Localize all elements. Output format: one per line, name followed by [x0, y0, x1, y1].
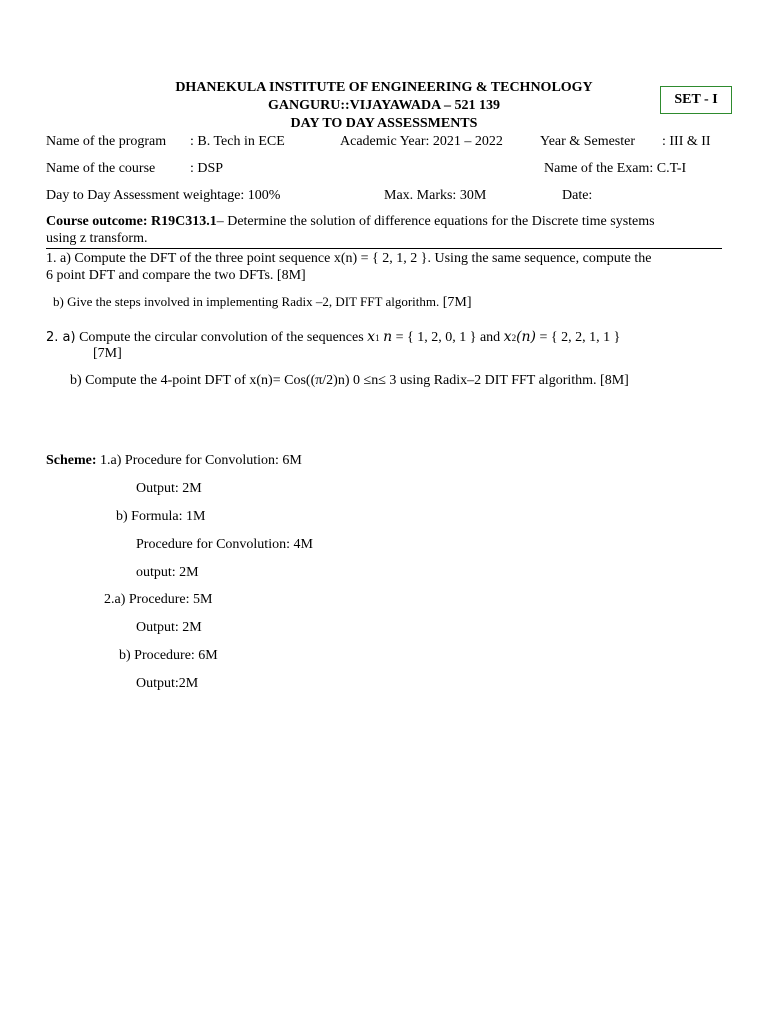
sequence-x1-values: = { 1, 2, 0, 1 } and [395, 330, 501, 345]
course-value: : DSP [190, 161, 224, 176]
question-2b: b) Compute the 4-point DFT of x(n)= Cos((π/2)n) 0 ≤n≤ 3 using Radix–2 DIT FFT algorithm. [8M] [70, 373, 629, 388]
course-outcome-label: Course outcome [46, 214, 143, 229]
year-semester-label: Year & Semester [540, 134, 636, 149]
institute-address: GANGURU::VIJAYAWADA – 521 139 [268, 98, 500, 113]
question-1b-text: b) Give the steps involved in implementing Radix –2, DIT FFT algorithm. [53, 294, 440, 309]
sequence-x2-subscript: 2 [511, 333, 517, 343]
scheme-2a-procedure: 2.a) Procedure: 5M [104, 592, 213, 607]
question-2a-marks: [7M] [93, 346, 122, 361]
assessment-weightage: Day to Day Assessment weightage: 100% [46, 188, 281, 203]
question-2a-prefix: 2. a) [46, 330, 76, 345]
assessment-title: DAY TO DAY ASSESSMENTS [290, 116, 478, 131]
course-label: Name of the course [46, 161, 156, 176]
question-1a-line2: 6 point DFT and compare the two DFTs. [8M] [46, 268, 306, 283]
institute-name: DHANEKULA INSTITUTE OF ENGINEERING & TECHNOLOGY [175, 80, 593, 95]
course-outcome: Course outcome: R19C313.1– Determine the solution of difference equations for the Discrete time systems [46, 214, 655, 229]
scheme-2a-output: Output: 2M [136, 620, 202, 635]
scheme-1b-convolution: Procedure for Convolution: 4M [136, 537, 313, 552]
academic-year: Academic Year: 2021 – 2022 [340, 134, 503, 149]
divider [46, 248, 722, 249]
question-2a-text: Compute the circular convolution of the sequences [79, 330, 364, 345]
date-label: Date: [562, 188, 593, 203]
sequence-x1-symbol: x [367, 329, 376, 345]
max-marks: Max. Marks: 30M [384, 188, 487, 203]
question-1b-marks: [7M] [442, 295, 472, 310]
sequence-x1-index: n [383, 329, 393, 345]
scheme-line-1 [46, 453, 302, 469]
scheme-1a-output: Output: 2M [136, 481, 202, 496]
scheme-2b-procedure: b) Procedure: 6M [119, 648, 218, 663]
course-outcome-code: R19C313.1 [150, 214, 217, 229]
question-1b [53, 294, 472, 311]
scheme-label: Scheme: [46, 453, 97, 468]
program-label: Name of the program [46, 134, 167, 149]
program-value: : B. Tech in ECE [190, 134, 285, 149]
scheme-1b-output: output: 2M [136, 565, 199, 580]
question-2a [46, 329, 620, 346]
sequence-x2-values: = { 2, 2, 1, 1 } [539, 330, 621, 345]
sequence-x1-subscript: 1 [375, 333, 380, 343]
course-outcome-text: – Determine the solution of difference equations for the Discrete time systems [216, 214, 655, 229]
question-1a-line1: 1. a) Compute the DFT of the three point sequence x(n) = { 2, 1, 2 }. Using the same sequence, compute the [46, 251, 652, 266]
scheme-1a-convolution: 1.a) Procedure for Convolution: 6M [100, 453, 302, 468]
scheme-2b-output: Output:2M [136, 676, 199, 691]
exam-name: Name of the Exam: C.T-I [544, 161, 687, 176]
sequence-x2-index: (n) [516, 329, 537, 345]
year-semester-value: : III & II [662, 134, 711, 149]
course-outcome-text-continued: using z transform. [46, 231, 148, 246]
scheme-1b-formula: b) Formula: 1M [116, 509, 206, 524]
sequence-x2-symbol: x [503, 329, 512, 345]
set-badge: SET - I [660, 86, 732, 114]
